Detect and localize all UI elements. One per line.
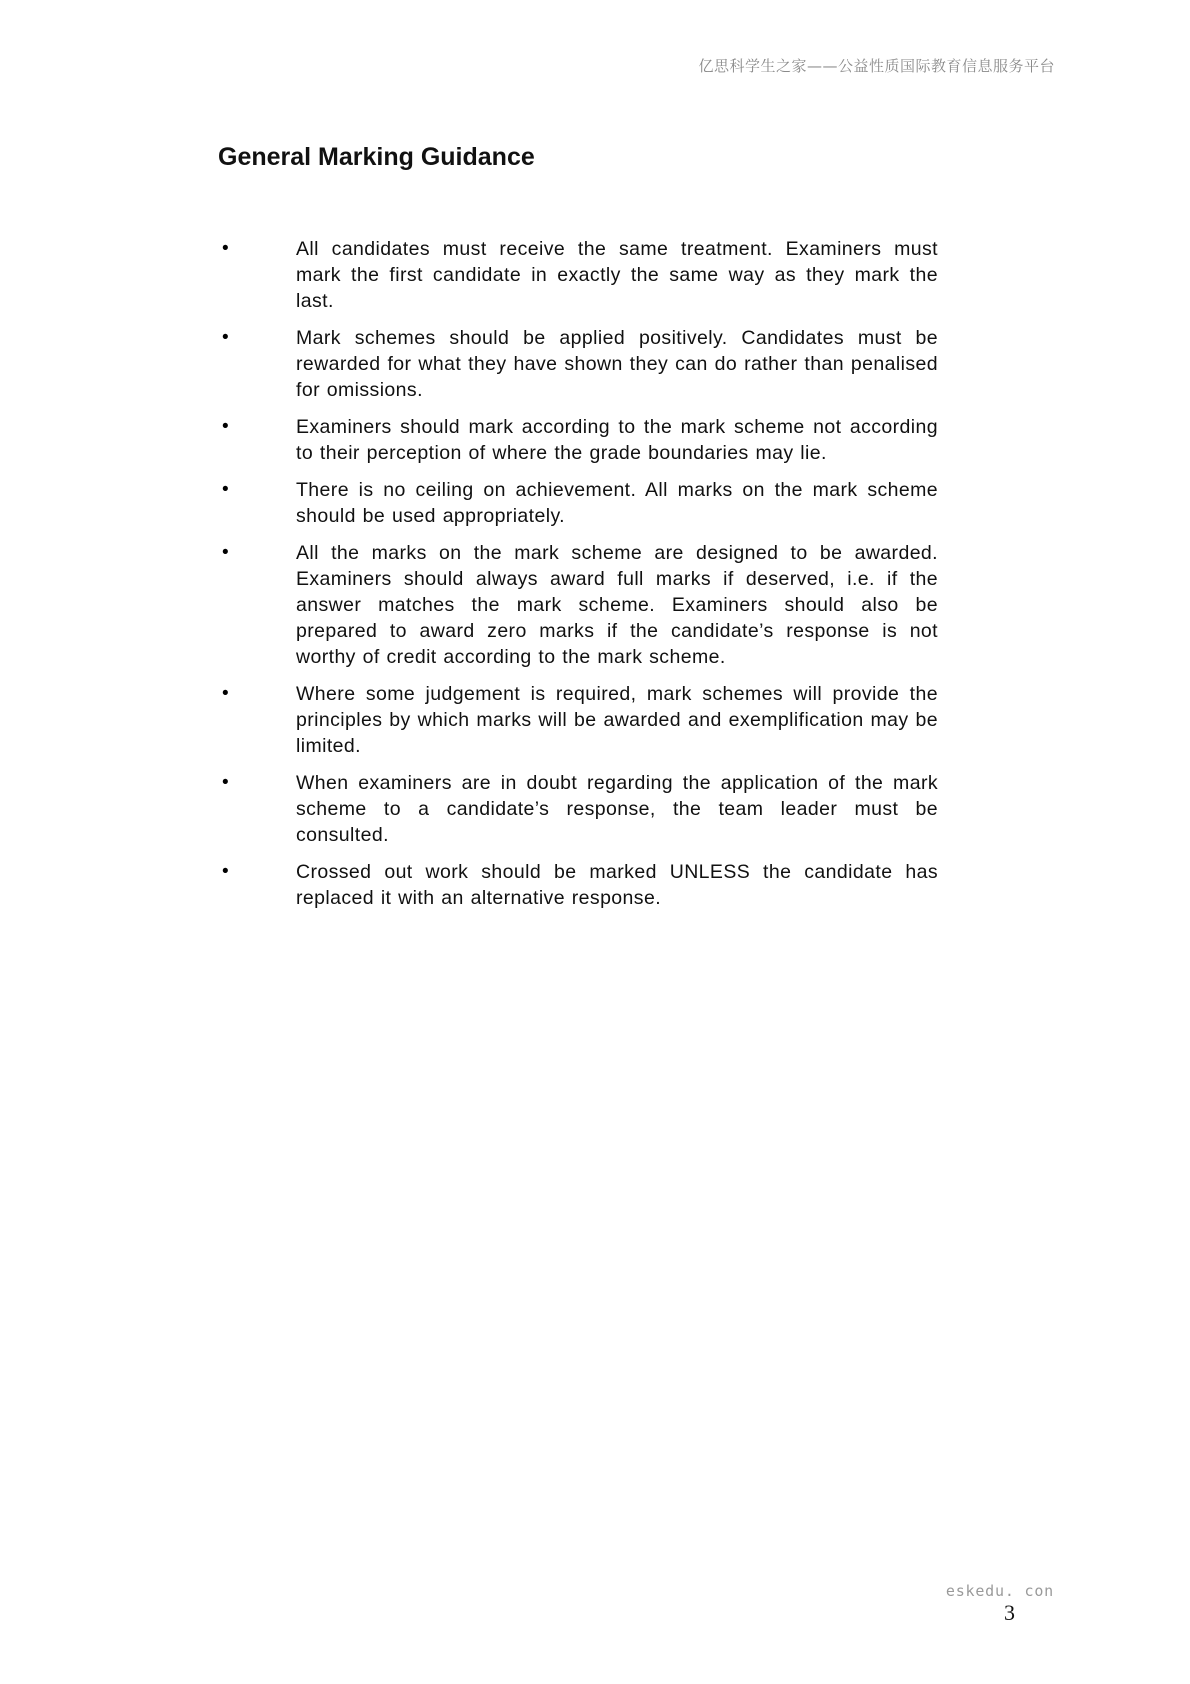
guidance-text: Crossed out work should be marked UNLESS the candidate has replaced it with an alternative response. bbox=[296, 861, 938, 909]
guidance-item bbox=[218, 477, 938, 529]
bullet-icon: • bbox=[222, 416, 229, 437]
guidance-text: There is no ceiling on achievement. All marks on the mark scheme should be used appropriately. bbox=[296, 479, 938, 527]
guidance-item bbox=[218, 414, 938, 466]
bullet-icon: • bbox=[222, 772, 229, 793]
bullet-icon: • bbox=[222, 683, 229, 704]
guidance-item bbox=[218, 681, 938, 759]
bullet-icon: • bbox=[222, 542, 229, 563]
page-title: General Marking Guidance bbox=[218, 143, 535, 171]
bullet-icon: • bbox=[222, 238, 229, 259]
guidance-text: Examiners should mark according to the mark scheme not according to their perception of where the grade boundaries may lie. bbox=[296, 416, 938, 464]
guidance-item bbox=[218, 236, 938, 314]
guidance-item bbox=[218, 859, 938, 911]
footer-site: eskedu. con bbox=[945, 1582, 1054, 1600]
page-number: 3 bbox=[1004, 1600, 1015, 1625]
header-banner: 亿思科学生之家——公益性质国际教育信息服务平台 bbox=[698, 57, 1055, 75]
bullet-icon: • bbox=[222, 327, 229, 348]
bullet-icon: • bbox=[222, 479, 229, 500]
bullet-icon: • bbox=[222, 861, 229, 882]
guidance-text: When examiners are in doubt regarding the application of the mark scheme to a candidate’s response, the team leader must be consulted. bbox=[296, 772, 938, 846]
guidance-item bbox=[218, 770, 938, 848]
guidance-item bbox=[218, 540, 938, 670]
guidance-text: All the marks on the mark scheme are designed to be awarded. Examiners should always award full marks if deserved, i.e. if the answer matches the mark scheme. Examiners should also be prepared to award zero marks if the candidate’s response is not worthy of credit according to the mark scheme. bbox=[296, 542, 938, 668]
guidance-item bbox=[218, 325, 938, 403]
guidance-text: All candidates must receive the same treatment. Examiners must mark the first candidate in exactly the same way as they mark the last. bbox=[296, 238, 938, 312]
guidance-text: Mark schemes should be applied positively. Candidates must be rewarded for what they have shown they can do rather than penalised for omissions. bbox=[296, 327, 938, 401]
guidance-text: Where some judgement is required, mark schemes will provide the principles by which marks will be awarded and exemplification may be limited. bbox=[296, 683, 938, 757]
guidance-list bbox=[218, 236, 938, 922]
